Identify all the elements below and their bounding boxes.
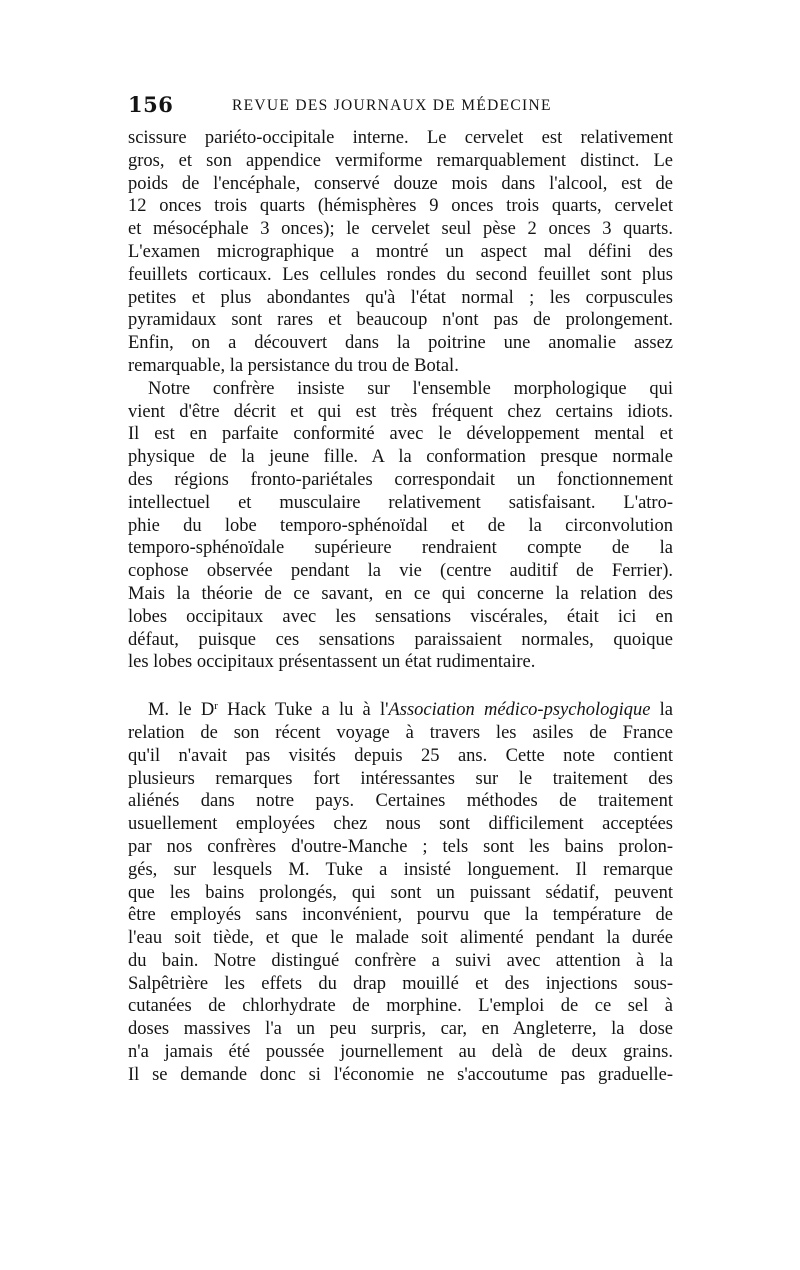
text-line: phie du lobe temporo-sphénoïdal et de la circonvolution [128, 515, 673, 536]
text-line: défaut, puisque ces sensations paraissaient normales, quoique [128, 629, 673, 650]
text-line: petites et plus abondantes qu'à l'état normal ; les corpuscules [128, 287, 673, 308]
italic-title: Association médico-psychologique [388, 700, 651, 721]
text-line: intellectuel et musculaire relativement satisfaisant. L'atro- [128, 492, 673, 513]
text-line: lobes occipitaux avec les sensations viscérales, était ici en [128, 606, 673, 627]
page-header [128, 92, 673, 122]
text-line: du bain. Notre distingué confrère a suivi avec attention à la [128, 950, 673, 971]
text-line: poids de l'encéphale, conservé douze mois dans l'alcool, est de [128, 173, 673, 194]
text-line: cutanées de chlorhydrate de morphine. L'emploi de ce sel à [128, 996, 673, 1017]
text-line: Mais la théorie de ce savant, en ce qui concerne la relation des [128, 583, 673, 604]
text-line: plusieurs remarques fort intéressantes sur le traitement des [128, 768, 673, 789]
paragraph-gap [128, 674, 673, 699]
text-line: relation de son récent voyage à travers les asiles de France [128, 722, 673, 743]
text-line: Il est en parfaite conformité avec le développement mental et [128, 424, 673, 445]
paragraph-3 [128, 699, 673, 1087]
text-line: que les bains prolongés, qui sont un puissant sédatif, peuvent [128, 882, 673, 903]
text-line: Enfin, on a découvert dans la poitrine une anomalie assez [128, 333, 673, 354]
text-line: par nos confrères d'outre-Manche ; tels sont les bains prolon- [128, 836, 673, 857]
paragraph-2 [128, 378, 673, 674]
text-line: gés, sur lesquels M. Tuke a insisté longuement. Il remarque [128, 859, 673, 880]
text-line: cophose observée pendant la vie (centre auditif de Ferrier). [128, 561, 673, 582]
text-line: des régions fronto-pariétales correspondait un fonctionnement [128, 469, 673, 490]
superscript: r [214, 700, 218, 713]
text-line: doses massives l'a un peu surpris, car, en Angleterre, la dose [128, 1019, 673, 1040]
text-line: physique de la jeune fille. A la conformation presque normale [128, 447, 673, 468]
text-line: qu'il n'avait pas visités depuis 25 ans. Cette note contient [128, 745, 673, 766]
text-line: Il se demande donc si l'économie ne s'accoutume pas graduelle- [128, 1064, 673, 1085]
text-line: Salpêtrière les effets du drap mouillé et des injections sous- [128, 973, 673, 994]
text-run: Hack Tuke a lu à l' [217, 700, 389, 721]
text-line: 12 onces trois quarts (hémisphères 9 onces trois quarts, cervelet [128, 196, 673, 217]
text-line: Notre confrère insiste sur l'ensemble morphologique qui [148, 378, 673, 399]
text-line: usuellement employées chez nous sont difficilement acceptées [128, 814, 673, 835]
text-line: remarquable, la persistance du trou de Botal. [128, 355, 459, 376]
text-line-first [128, 699, 673, 722]
text-line: les lobes occipitaux présentassent un état rudimentaire. [128, 652, 536, 673]
text-line: vient d'être décrit et qui est très fréquent chez certains idiots. [128, 401, 673, 422]
page-number: 156 [128, 92, 174, 117]
text-line: l'eau soit tiède, et que le malade soit alimenté pendant la durée [128, 928, 673, 949]
text-run: la [650, 700, 673, 721]
body-text [128, 127, 673, 1087]
text-line: feuillets corticaux. Les cellules rondes du second feuillet sont plus [128, 264, 673, 285]
text-line: être employés sans inconvénient, pourvu que la température de [128, 905, 673, 926]
text-line: et mésocéphale 3 onces); le cervelet seul pèse 2 onces 3 quarts. [128, 219, 673, 240]
text-run: M. le D [148, 700, 215, 721]
paragraph-1 [128, 127, 673, 378]
text-line: scissure pariéto-occipitale interne. Le cervelet est relativement [128, 128, 673, 148]
text-line: n'a jamais été poussée journellement au delà de deux grains. [128, 1042, 673, 1063]
text-line: gros, et son appendice vermiforme remarquablement distinct. Le [128, 150, 673, 171]
running-title: REVUE DES JOURNAUX DE MÉDECINE [232, 97, 552, 114]
text-line: pyramidaux sont rares et beaucoup n'ont pas de prolongement. [128, 310, 673, 331]
text-line: L'examen micrographique a montré un aspect mal défini des [128, 241, 673, 262]
text-line: temporo-sphénoïdale supérieure rendraient compte de la [128, 538, 673, 559]
text-line: aliénés dans notre pays. Certaines méthodes de traitement [128, 791, 673, 812]
